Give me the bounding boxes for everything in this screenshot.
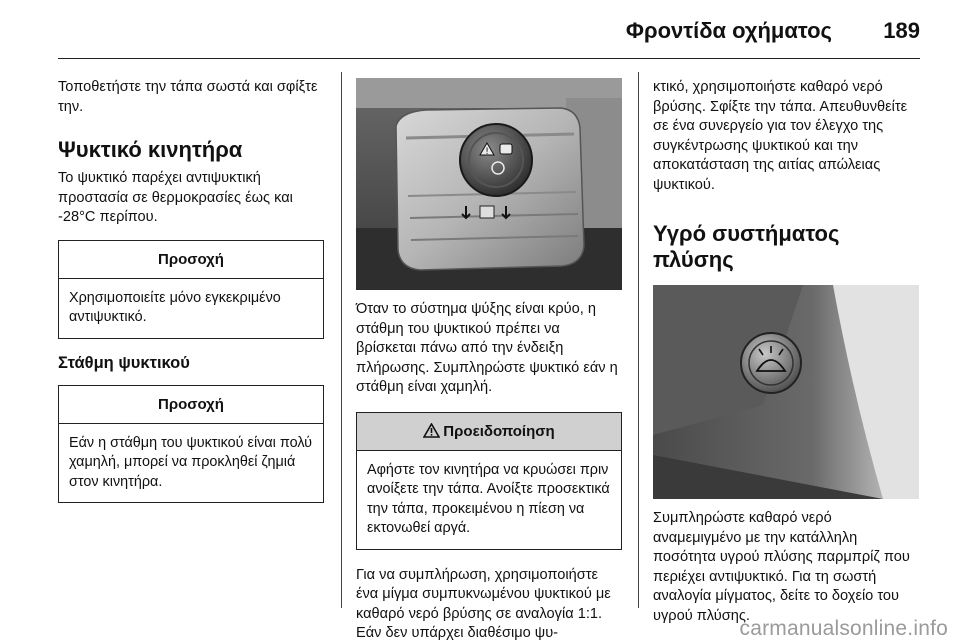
coolant-continuation-text: κτικό, χρησιμοποιήστε καθαρό νερό βρύσης. Σφίξτε την τάπα. Απευθυνθείτε σε ένα συνεργείο για τον έλεγχο της συγκέντρωσης ψυκτικού και την αποκατάσταση της αιτίας απώλειας ψυκτικού. — [653, 79, 908, 193]
coolant-heading: Ψυκτικό κινητήρα — [58, 137, 243, 162]
caution-title-2: Προσοχή — [59, 386, 323, 424]
caution-box-1 — [58, 240, 324, 339]
warning-text: Αφήστε τον κινητήρα να κρυώσει πριν ανοίξετε την τάπα. Ανοίξτε προσεκτικά την τάπα, προκειμένου η πίεση να εκτονωθεί αργά. — [367, 461, 610, 536]
column-3 — [653, 78, 919, 626]
page-number: 189 — [883, 18, 920, 43]
caution-text-1: Χρησιμοποιείτε μόνο εγκεκριμένο αντιψυκτικό. — [69, 289, 281, 325]
coolant-reservoir-illustration — [356, 78, 622, 290]
page-header — [0, 0, 960, 62]
washer-reservoir-illustration — [653, 285, 919, 499]
washer-heading: Υγρό συστήματος πλύσης — [653, 221, 840, 272]
header-title: Φροντίδα οχήματος — [625, 18, 832, 43]
washer-text: Συμπληρώστε καθαρό νερό αναμεμιγμένο με την κατάλληλη ποσότητα υγρού πλύσης παρμπρίζ που περιέχει αντιψυκτικό. Για τη σωστή αναλογία μίγματος, δείτε το δοχείο του υγρού πλύσης. — [653, 510, 910, 624]
column-divider-2 — [638, 72, 639, 608]
coolant-level-heading: Στάθμη ψυκτικού — [58, 353, 190, 372]
caution-box-2 — [58, 385, 324, 504]
coolant-reservoir-photo — [356, 78, 622, 290]
column-divider-1 — [341, 72, 342, 608]
warning-box — [356, 412, 622, 550]
caution-title-1: Προσοχή — [59, 241, 323, 279]
caution-text-2: Εάν η στάθμη του ψυκτικού είναι πολύ χαμηλή, μπορεί να προκληθεί ζημιά στον κινητήρα. — [69, 434, 313, 490]
svg-text:!: ! — [485, 147, 489, 157]
column-1 — [58, 78, 324, 503]
warning-header — [357, 413, 621, 451]
washer-reservoir-photo — [653, 285, 919, 499]
header-rule — [58, 58, 920, 59]
mixture-text: Για να συμπλήρωση, χρησιμοποιήστε ένα μίγμα συμπυκνωμένου ψυκτικού με καθαρό νερό βρύσης σε αναλογία 1:1. Εάν δεν υπάρχει διαθέσιμο ψυ- — [356, 566, 611, 641]
column-2 — [356, 78, 622, 642]
coolant-text: Το ψυκτικό παρέχει αντιψυκτική προστασία σε θερμοκρασίες έως και -28°C περίπου. — [58, 170, 293, 225]
watermark: carmanualsonline.info — [739, 617, 948, 640]
warning-triangle-icon — [423, 423, 440, 438]
warning-title: Προειδοποίηση — [443, 422, 555, 440]
coolant-level-text: Όταν το σύστημα ψύξης είναι κρύο, η στάθμη του ψυκτικού πρέπει να βρίσκεται πάνω από την ένδειξη πλήρωσης. Συμπληρώστε ψυκτικό εάν η στάθμη είναι χαμηλή. — [356, 301, 618, 395]
intro-text: Τοποθετήστε την τάπα σωστά και σφίξτε την. — [58, 79, 318, 115]
